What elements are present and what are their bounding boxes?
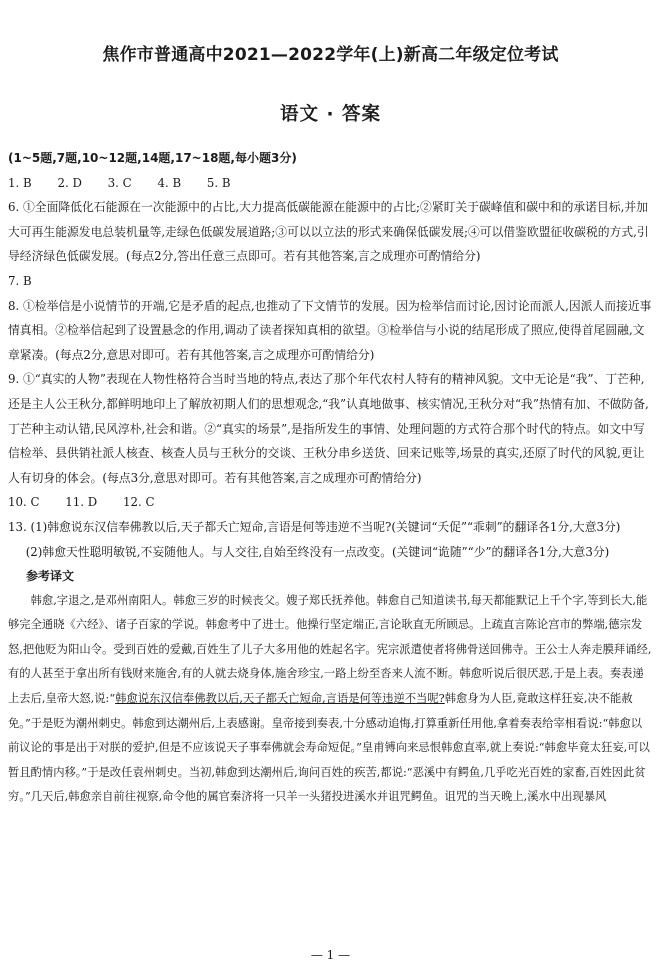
answer-8: 8. ①检举信是小说情节的开端,它是矛盾的起点,也推动了下文情节的发展。因为检举信而讨论,因讨论而派人,因派人而接近事情真相。②检举信起到了设置悬念的作用,调动了读者探知真相的欲望。③检举信与小说的结尾形成了照应,使得首尾圆融,文章紧凑。(每点2分,意思对即可。若有其他答案,言之成理亦可酌情给分) xyxy=(8,298,652,362)
answer-2: 2. D xyxy=(57,175,82,190)
answer-1: 1. B xyxy=(8,175,32,190)
reference-translation-paragraph xyxy=(8,589,652,810)
answer-12: 12. C xyxy=(123,495,155,510)
page-number: — 1 — xyxy=(310,948,351,962)
answer-13-1: 13. (1)韩愈说东汉信奉佛教以后,天子都夭亡短命,言语是何等违逆不当呢?(关键词“夭促”“乖刺”的翻译各1分,大意3分) xyxy=(8,519,621,534)
reference-translation-heading: 参考译文 xyxy=(26,569,75,584)
answer-3: 3. C xyxy=(107,175,132,190)
answer-5: 5. B xyxy=(206,175,231,190)
answer-subtitle: 语文 · 答案 xyxy=(280,104,381,125)
answer-13-2: (2)韩愈天性聪明敏锐,不妄随他人。与人交往,自始至终没有一点改变。(关键词“诡随”“少”的翻译各1分,大意3分) xyxy=(25,544,610,559)
answer-6: 6. ①全面降低化石能源在一次能源中的占比,大力提高低碳能源在能源中的占比;②紧盯关于碳峰值和碳中和的承诺目标,并加大可再生能源发电总装机量等,走绿色低碳发展道路;③可以以立法的形式来确保低碳发展;④可以借鉴欧盟征收碳税的方式,引导经济绿色低碳发展。(每点2分,答出任意三点即可。若有其他答案,言之成理亦可酌情给分) xyxy=(8,200,649,264)
answer-11: 11. D xyxy=(65,495,98,510)
ref-text-after: 韩愈身为人臣,竟敢这样狂妄,决不能赦免。”于是贬为潮州刺史。韩愈到达潮州后,上表感谢。皇帝接到奏表,十分感动追悔,打算重新任用他,拿着奏表给宰相看说:“韩愈以前议论的事是出于对朕的爱护,但是不应该说天子事奉佛就会寿命短促。”皇甫镈向来忌恨韩愈直率,就上奏说:“韩愈毕竟太狂妄,可以暂且酌情内移。”于是改任袁州刺史。当初,韩愈到达潮州后,询问百姓的疾苦,都说:“恶溪中有鳄鱼,几乎吃光百姓的家畜,百姓因此贫穷。”几天后,韩愈亲自前往视察,命令他的属官秦济将一只羊一头猪投进溪水并诅咒鳄鱼。诅咒的当天晚上,溪水中出现暴风 xyxy=(8,692,650,804)
scoring-note: (1~5题,7题,10~12题,14题,17~18题,每小题3分) xyxy=(8,151,297,165)
mc-answers-10-12 xyxy=(8,490,652,515)
exam-title: 焦作市普通高中2021—2022学年(上)新高二年级定位考试 xyxy=(102,45,559,65)
ref-text-before: 韩愈,字退之,是邓州南阳人。韩愈三岁的时候丧父。嫂子郑氏抚养他。韩愈自己知道读书,每天都能默记上千个字,等到长大,能够完全通晓《六经》、诸子百家的学说。韩愈考中了进士。他操行坚定端正,言论耿直无所顾忌。上疏直言陈论宫市的弊端,德宗发怒,把他贬为阳山令。受到百姓的爱戴,百姓生了儿子大多用他的姓起名字。宪宗派遣使者将佛骨送回佛寺。王公士人奔走膜拜诵经,有的人甚至于拿出所有钱财来施舍,有的人就去烧身体,施舍珍宝,一路上纷至沓来人流不断。韩愈听说后很厌恶,于是上表。奏表递上去后,皇帝大怒,说:“ xyxy=(8,593,652,706)
reference-translation xyxy=(8,589,652,810)
answer-10: 10. C xyxy=(8,495,40,510)
ref-underlined-sentence: 韩愈说东汉信奉佛教以后,天子都夭亡短命,言语是何等违逆不当呢? xyxy=(115,692,445,706)
answer-body xyxy=(8,146,652,810)
answer-9: 9. ①“真实的人物”表现在人物性格符合当时当地的特点,表达了那个年代农村人特有的精神风貌。文中无论是“我”、丁芒种,还是主人公王秋分,都鲜明地印上了解放初期人们的思想观念,“我”认真地做事、核实情况,王秋分对“我”热情有加、不做防备,丁芒种主动认错,民风淳朴,社会和谐。②“真实的场景”,是指所发生的事情、处理问题的方式符合那个时代的特点。如文中写信检举、县供销社派人核查、核查人员与王秋分的交谈、王秋分串乡送货、回来记账等,场景的真实,还原了时代的风貌,更让人有切身的体会。(每点3分,意思对即可。若有其他答案,言之成理亦可酌情给分) xyxy=(8,372,649,485)
answer-7: 7. B xyxy=(8,273,32,288)
mc-answers-1-5 xyxy=(8,171,652,196)
answer-4: 4. B xyxy=(157,175,182,190)
